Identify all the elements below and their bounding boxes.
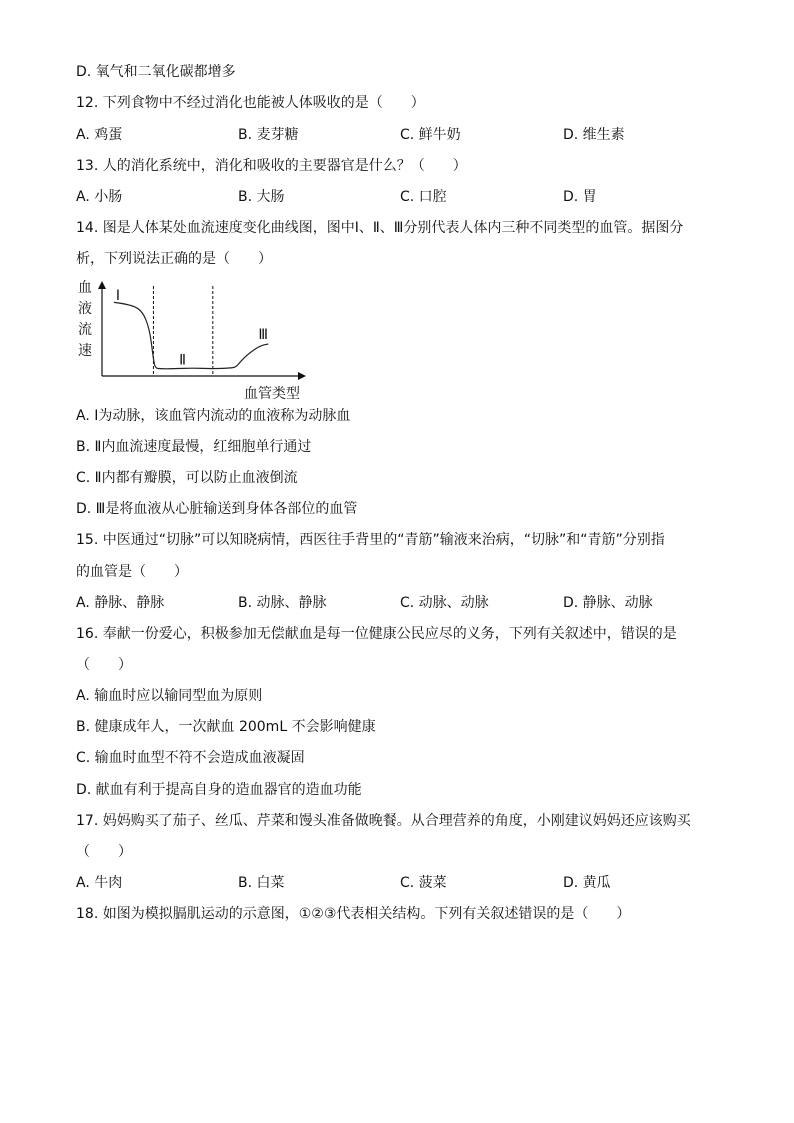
- q13-options: [76, 187, 716, 207]
- chart-region-label: Ⅲ: [258, 327, 268, 344]
- q15-option-b: B. 动脉、静脉: [238, 595, 327, 611]
- q17-option-d: D. 黄瓜: [563, 875, 611, 891]
- q13-option-d: D. 胃: [563, 189, 597, 205]
- q13-option-a: A. 小肠: [76, 189, 123, 205]
- q15-option-d: D. 静脉、动脉: [563, 595, 653, 611]
- q15-stem-line2: 的血管是（ ）: [76, 564, 188, 580]
- chart-y-arrow: [98, 281, 106, 289]
- q13-stem: 13. 人的消化系统中，消化和吸收的主要器官是什么？（ ）: [76, 158, 467, 174]
- blood-flow-chart: [70, 278, 310, 402]
- q15-option-c: C. 动脉、动脉: [400, 595, 489, 611]
- q18-stem: 18. 如图为模拟膈肌运动的示意图，①②③代表相关结构。下列有关叙述错误的是（ ）: [76, 906, 631, 922]
- chart-region-label: Ⅱ: [179, 352, 187, 369]
- q17-option-a: A. 牛肉: [76, 875, 123, 891]
- q13-option-b: B. 大肠: [238, 189, 285, 205]
- chart-region-label: Ⅰ: [115, 288, 120, 304]
- q17-option-c: C. 菠菜: [400, 875, 447, 891]
- chart-x-arrow: [298, 372, 306, 380]
- chart-ylabel-char: 血: [78, 280, 92, 296]
- q15-stem-line1: 15. 中医通过“切脉”可以知晓病情，西医往手背里的“青筋”输液来治病，“切脉”和“青筋”分别指: [76, 532, 665, 548]
- q12-stem: 12. 下列食物中不经过消化也能被人体吸收的是（ ）: [76, 95, 425, 111]
- q14-stem-line2: 析，下列说法正确的是（ ）: [76, 251, 272, 267]
- chart-ylabel-char: 液: [78, 301, 92, 317]
- chart-ylabel-char: 速: [78, 343, 92, 359]
- q15-options: [76, 593, 716, 613]
- q16-option-d: D. 献血有利于提高自身的造血器官的造血功能: [76, 782, 362, 798]
- q17-options: [76, 873, 716, 893]
- q12-option-a: A. 鸡蛋: [76, 127, 123, 143]
- q16-option-b: B. 健康成年人，一次献血 200mL 不会影响健康: [76, 719, 376, 735]
- q13-option-c: C. 口腔: [400, 189, 447, 205]
- q16-option-c: C. 输血时血型不符不会造成血液凝固: [76, 750, 305, 766]
- chart-xlabel: 血管类型: [244, 386, 300, 402]
- chart-ylabel: [78, 280, 92, 359]
- q15-option-a: A. 静脉、静脉: [76, 595, 165, 611]
- q14-option-d: D. Ⅲ是将血液从心脏输送到身体各部位的血管: [76, 501, 358, 517]
- q17-stem-line1: 17. 妈妈购买了茄子、丝瓜、芹菜和馒头准备做晚餐。从合理营养的角度，小刚建议妈妈还应该购买: [76, 813, 691, 829]
- q14-option-b: B. Ⅱ内血流速度最慢，红细胞单行通过: [76, 439, 312, 455]
- q14-option-a: A. Ⅰ为动脉，该血管内流动的血液称为动脉血: [76, 408, 351, 424]
- q14-option-c: C. Ⅱ内都有瓣膜，可以防止血液倒流: [76, 470, 298, 486]
- q17-option-b: B. 白菜: [238, 875, 285, 891]
- q12-option-c: C. 鲜牛奶: [400, 127, 461, 143]
- q17-stem-line2: （ ）: [76, 844, 132, 860]
- q16-stem-line2: （ ）: [76, 657, 132, 673]
- q11-option-d: D. 氧气和二氧化碳都增多: [76, 64, 236, 80]
- q16-stem-line1: 16. 奉献一份爱心，积极参加无偿献血是每一位健康公民应尽的义务，下列有关叙述中，错误的是: [76, 626, 677, 642]
- q12-options: [76, 125, 716, 145]
- q12-option-d: D. 维生素: [563, 127, 625, 143]
- q14-stem-line1: 14. 图是人体某处血流速度变化曲线图，图中Ⅰ、Ⅱ、Ⅲ分别代表人体内三种不同类型的血管。据图分: [76, 220, 684, 236]
- q12-option-b: B. 麦芽糖: [238, 127, 299, 143]
- chart-series-line: [114, 302, 268, 368]
- q16-option-a: A. 输血时应以输同型血为原则: [76, 688, 263, 704]
- chart-ylabel-char: 流: [78, 322, 92, 338]
